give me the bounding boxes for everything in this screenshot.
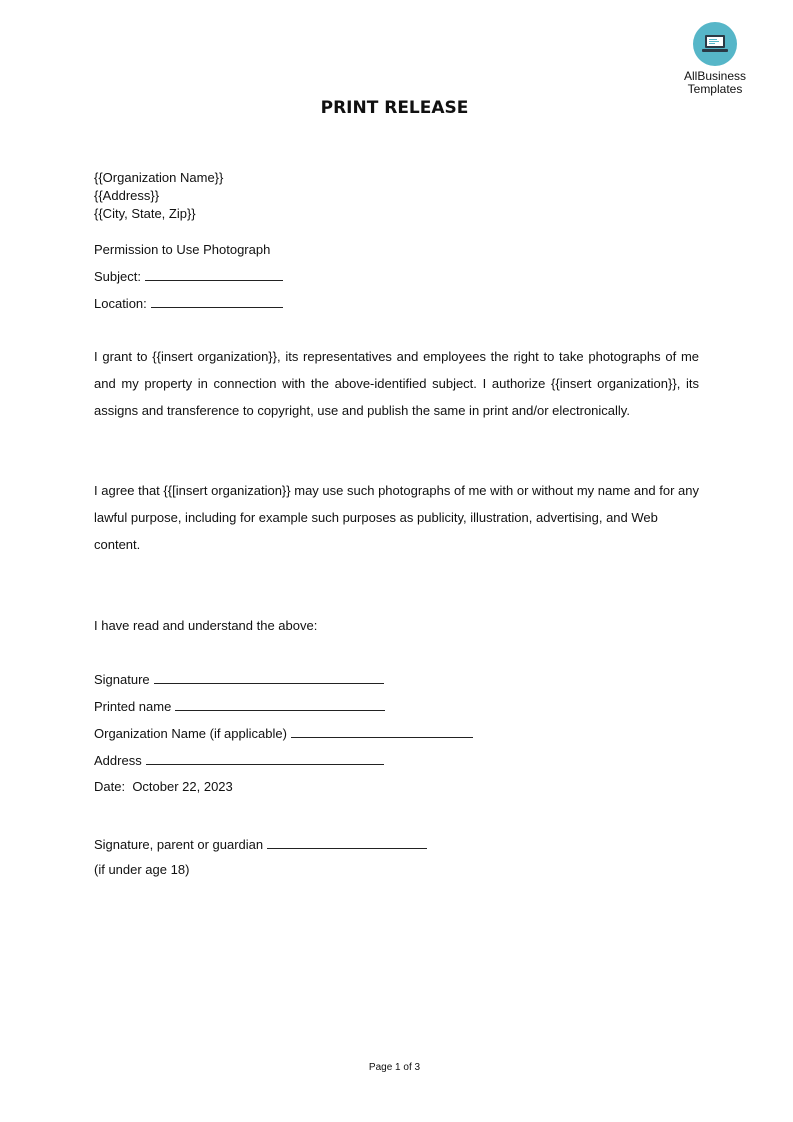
logo-line1: AllBusiness (683, 69, 747, 83)
agree-text: I agree that {{[insert organization}} may use such photographs of me with or without my name and for any lawful purpose, including for example such purposes as publicity, illustration, advertising, and Web (94, 483, 699, 525)
guardian-label: Signature, parent or guardian (94, 837, 264, 852)
org-name-placeholder: {{Organization Name}} (94, 170, 224, 185)
organization-blank[interactable] (291, 725, 473, 738)
guardian-note: (if under age 18) (94, 862, 190, 877)
location-row (94, 295, 283, 311)
printed-name-label: Printed name (94, 699, 172, 714)
logo-line2: Templates (687, 82, 743, 96)
agree-paragraph (94, 477, 699, 558)
guardian-row (94, 836, 427, 852)
signature-label: Signature (94, 672, 150, 687)
logo-text (680, 70, 750, 96)
allbusiness-logo (680, 22, 750, 96)
permission-heading: Permission to Use Photograph (94, 242, 271, 257)
agree-text-end: content. (94, 537, 141, 552)
location-blank[interactable] (151, 295, 283, 308)
address-label: Address (94, 753, 142, 768)
signature-row (94, 671, 384, 687)
date-value: October 22, 2023 (132, 779, 233, 794)
signature-blank[interactable] (154, 671, 384, 684)
page-number: Page 1 of 3 (368, 1062, 421, 1073)
read-statement: I have read and understand the above: (94, 618, 318, 633)
organization-label: Organization Name (if applicable) (94, 726, 287, 741)
date-label: Date: (94, 779, 126, 794)
address-placeholder: {{Address}} (94, 188, 160, 203)
grant-text: I grant to {{insert organization}}, its representatives and employees the right to take photographs of me and my property in connection with the above-identified subject. I authorize {{insert organization}}, its assigns and transference to copyright, use and publish the same in print and/or electronically. (94, 349, 699, 418)
laptop-icon (693, 22, 737, 66)
address-blank[interactable] (146, 752, 384, 765)
date-row (94, 779, 233, 794)
subject-row (94, 268, 283, 284)
grant-paragraph (94, 343, 699, 424)
printed-name-row (94, 698, 385, 714)
location-label: Location: (94, 296, 147, 311)
printed-name-blank[interactable] (175, 698, 385, 711)
document-title: PRINT RELEASE (320, 98, 469, 118)
subject-blank[interactable] (145, 268, 283, 281)
organization-row (94, 725, 473, 741)
guardian-blank[interactable] (267, 836, 427, 849)
subject-label: Subject: (94, 269, 141, 284)
address-row (94, 752, 384, 768)
city-placeholder: {{City, State, Zip}} (94, 206, 196, 221)
